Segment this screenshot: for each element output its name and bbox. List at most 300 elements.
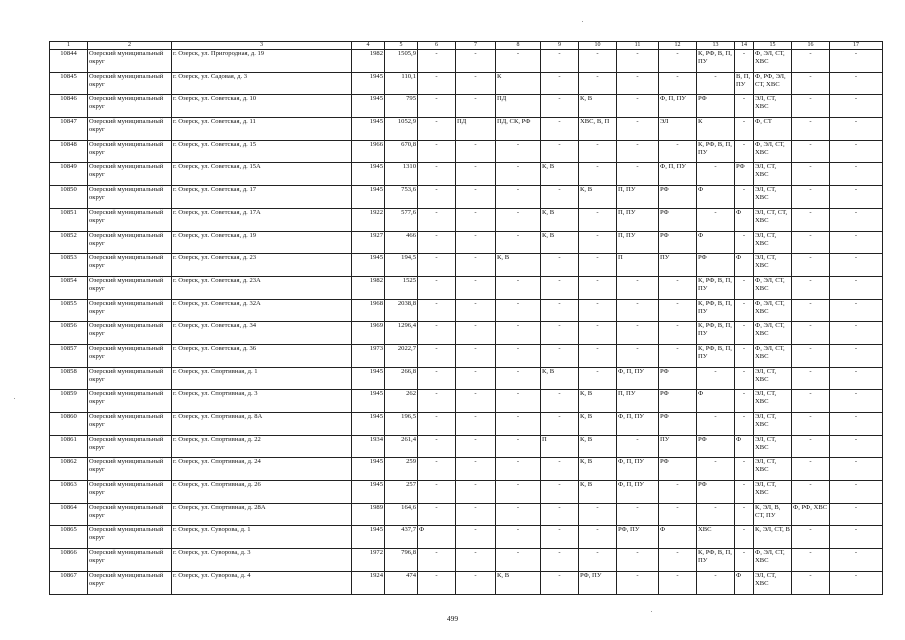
cell-col-1: 10845	[50, 72, 88, 95]
cell-col-8: К, В	[496, 571, 541, 594]
cell-col-16: -	[792, 95, 830, 118]
cell-col-7: -	[456, 549, 496, 572]
table-row	[50, 231, 883, 254]
cell-col-12: -	[659, 481, 697, 504]
column-header-16: 16	[792, 42, 830, 50]
cell-col-16: -	[792, 344, 830, 367]
cell-col-8: -	[496, 163, 541, 186]
cell-col-12: РФ	[659, 390, 697, 413]
cell-col-15: ЭЛ, СТ, ХВС	[754, 435, 792, 458]
cell-col-16: -	[792, 276, 830, 299]
cell-col-12: РФ	[659, 208, 697, 231]
column-header-9: 9	[541, 42, 579, 50]
cell-col-15: Ф, ЭЛ, СТ, ХВС	[754, 344, 792, 367]
cell-col-1: 10864	[50, 503, 88, 526]
column-number-header	[50, 42, 883, 50]
page-number: 499	[446, 614, 459, 623]
table-row	[50, 549, 883, 572]
cell-col-1: 10856	[50, 322, 88, 345]
cell-col-1: 10854	[50, 276, 88, 299]
cell-col-1: 10852	[50, 231, 88, 254]
cell-col-15: ЭЛ, СТ, ХВС	[754, 254, 792, 277]
cell-col-9: -	[541, 344, 579, 367]
cell-col-11: -	[617, 344, 659, 367]
cell-col-8: ПД, СК, РФ	[496, 118, 541, 141]
cell-col-1: 10859	[50, 390, 88, 413]
cell-col-13: К, РФ, В, П, ПУ	[697, 140, 735, 163]
cell-col-5: 795	[385, 95, 418, 118]
cell-col-4: 1922	[352, 208, 385, 231]
cell-col-15: ЭЛ, СТ, ХВС	[754, 95, 792, 118]
cell-col-4: 1945	[352, 367, 385, 390]
cell-col-1: 10848	[50, 140, 88, 163]
cell-col-10: К, В	[579, 390, 617, 413]
cell-col-10: -	[579, 367, 617, 390]
cell-col-1: 10860	[50, 413, 88, 436]
cell-col-14: Ф	[735, 254, 754, 277]
cell-col-4: 1924	[352, 571, 385, 594]
table-row	[50, 322, 883, 345]
cell-col-12: ЭЛ	[659, 118, 697, 141]
cell-col-14: -	[735, 322, 754, 345]
cell-col-15: ЭЛ, СТ, ХВС	[754, 571, 792, 594]
cell-col-9: -	[541, 254, 579, 277]
cell-col-17: -	[830, 481, 883, 504]
cell-col-16: -	[792, 481, 830, 504]
cell-col-5: 1310	[385, 163, 418, 186]
cell-col-3: г. Озерск, ул. Суворова, д. 4	[172, 571, 352, 594]
cell-col-11: -	[617, 549, 659, 572]
cell-col-7: -	[456, 344, 496, 367]
cell-col-4: 1945	[352, 526, 385, 549]
cell-col-14: Ф	[735, 208, 754, 231]
cell-col-7: -	[456, 367, 496, 390]
table-row	[50, 458, 883, 481]
cell-col-1: 10867	[50, 571, 88, 594]
cell-col-2: Озерский муниципальный округ	[88, 344, 172, 367]
cell-col-17: -	[830, 413, 883, 436]
cell-col-14: -	[735, 186, 754, 209]
cell-col-6: -	[418, 458, 456, 481]
cell-col-6: -	[418, 208, 456, 231]
cell-col-17: -	[830, 571, 883, 594]
cell-col-15: ЭЛ, СТ, ХВС	[754, 458, 792, 481]
cell-col-13: РФ	[697, 254, 735, 277]
cell-col-17: -	[830, 231, 883, 254]
cell-col-2: Озерский муниципальный округ	[88, 481, 172, 504]
table-row	[50, 367, 883, 390]
cell-col-9: -	[541, 390, 579, 413]
cell-col-11: П, ПУ	[617, 231, 659, 254]
scan-speck	[651, 611, 652, 612]
cell-col-9: -	[541, 299, 579, 322]
cell-col-16: -	[792, 208, 830, 231]
cell-col-7: -	[456, 413, 496, 436]
cell-col-12: -	[659, 571, 697, 594]
cell-col-4: 1969	[352, 322, 385, 345]
cell-col-10: -	[579, 72, 617, 95]
cell-col-2: Озерский муниципальный округ	[88, 458, 172, 481]
cell-col-17: -	[830, 50, 883, 73]
cell-col-9: -	[541, 458, 579, 481]
column-header-2: 2	[88, 42, 172, 50]
cell-col-12: Ф, П, ПУ	[659, 163, 697, 186]
cell-col-3: г. Озерск, ул. Советская, д. 34	[172, 322, 352, 345]
cell-col-17: -	[830, 95, 883, 118]
cell-col-3: г. Озерск, ул. Пригородная, д. 19	[172, 50, 352, 73]
cell-col-1: 10861	[50, 435, 88, 458]
cell-col-3: г. Озерск, ул. Советская, д. 15	[172, 140, 352, 163]
cell-col-10: РФ, ПУ	[579, 571, 617, 594]
cell-col-9: -	[541, 322, 579, 345]
column-header-13: 13	[697, 42, 735, 50]
cell-col-15: Ф, ЭЛ, СТ, ХВС	[754, 140, 792, 163]
cell-col-6: -	[418, 231, 456, 254]
cell-col-7: -	[456, 140, 496, 163]
cell-col-10: К, В	[579, 186, 617, 209]
cell-col-2: Озерский муниципальный округ	[88, 163, 172, 186]
cell-col-6: -	[418, 140, 456, 163]
cell-col-11: -	[617, 50, 659, 73]
cell-col-4: 1945	[352, 118, 385, 141]
cell-col-5: 1296,4	[385, 322, 418, 345]
cell-col-6: -	[418, 118, 456, 141]
cell-col-10: -	[579, 549, 617, 572]
cell-col-8: К, В	[496, 254, 541, 277]
cell-col-8: -	[496, 140, 541, 163]
cell-col-4: 1945	[352, 72, 385, 95]
cell-col-13: К, РФ, В, П, ПУ	[697, 322, 735, 345]
cell-col-6: -	[418, 72, 456, 95]
cell-col-17: -	[830, 503, 883, 526]
cell-col-15: Ф, ЭЛ, СТ, ХВС	[754, 322, 792, 345]
cell-col-6: -	[418, 163, 456, 186]
cell-col-10: К, В	[579, 435, 617, 458]
cell-col-12: -	[659, 322, 697, 345]
cell-col-4: 1927	[352, 231, 385, 254]
cell-col-13: РФ	[697, 95, 735, 118]
cell-col-14: -	[735, 481, 754, 504]
cell-col-7: -	[456, 435, 496, 458]
cell-col-15: К, ЭЛ, СТ, В	[754, 526, 792, 549]
cell-col-1: 10863	[50, 481, 88, 504]
cell-col-8: -	[496, 299, 541, 322]
cell-col-5: 196,5	[385, 413, 418, 436]
cell-col-2: Озерский муниципальный округ	[88, 276, 172, 299]
cell-col-7: -	[456, 276, 496, 299]
cell-col-11: -	[617, 322, 659, 345]
cell-col-15: Ф, ЭЛ, СТ, ХВС	[754, 50, 792, 73]
cell-col-10: -	[579, 208, 617, 231]
cell-col-5: 474	[385, 571, 418, 594]
column-header-4: 4	[352, 42, 385, 50]
cell-col-3: г. Озерск, ул. Суворова, д. 3	[172, 549, 352, 572]
cell-col-4: 1945	[352, 413, 385, 436]
cell-col-16: -	[792, 367, 830, 390]
cell-col-8: К	[496, 72, 541, 95]
cell-col-14: Ф	[735, 435, 754, 458]
cell-col-9: -	[541, 549, 579, 572]
cell-col-16: -	[792, 118, 830, 141]
table-row	[50, 344, 883, 367]
cell-col-15: Ф, СТ	[754, 118, 792, 141]
cell-col-15: Ф, ЭЛ, СТ, ХВС	[754, 276, 792, 299]
cell-col-4: 1945	[352, 163, 385, 186]
cell-col-14: -	[735, 526, 754, 549]
cell-col-8: -	[496, 458, 541, 481]
cell-col-8: -	[496, 549, 541, 572]
cell-col-7: -	[456, 481, 496, 504]
cell-col-7: -	[456, 458, 496, 481]
cell-col-3: г. Озерск, ул. Советская, д. 32А	[172, 299, 352, 322]
cell-col-4: 1989	[352, 503, 385, 526]
cell-col-11: -	[617, 118, 659, 141]
cell-col-16: -	[792, 526, 830, 549]
cell-col-6: -	[418, 435, 456, 458]
cell-col-3: г. Озерск, ул. Спортивная, д. 3	[172, 390, 352, 413]
cell-col-14: -	[735, 231, 754, 254]
cell-col-10: -	[579, 254, 617, 277]
cell-col-8: -	[496, 367, 541, 390]
cell-col-2: Озерский муниципальный округ	[88, 208, 172, 231]
cell-col-7: -	[456, 254, 496, 277]
cell-col-7: -	[456, 231, 496, 254]
cell-col-13: К, РФ, В, П, ПУ	[697, 299, 735, 322]
cell-col-14: -	[735, 95, 754, 118]
cell-col-1: 10858	[50, 367, 88, 390]
cell-col-8: -	[496, 526, 541, 549]
cell-col-15: ЭЛ, СТ, ХВС	[754, 367, 792, 390]
cell-col-3: г. Озерск, ул. Советская, д. 17	[172, 186, 352, 209]
cell-col-10: К, В	[579, 95, 617, 118]
cell-col-4: 1973	[352, 344, 385, 367]
cell-col-4: 1982	[352, 50, 385, 73]
cell-col-16: -	[792, 390, 830, 413]
cell-col-5: 259	[385, 458, 418, 481]
scan-speck	[14, 398, 15, 399]
cell-col-6: -	[418, 344, 456, 367]
cell-col-17: -	[830, 254, 883, 277]
cell-col-3: г. Озерск, ул. Спортивная, д. 1	[172, 367, 352, 390]
table-row	[50, 390, 883, 413]
cell-col-10: -	[579, 50, 617, 73]
cell-col-9: -	[541, 481, 579, 504]
cell-col-2: Озерский муниципальный округ	[88, 367, 172, 390]
cell-col-4: 1982	[352, 276, 385, 299]
cell-col-7: -	[456, 299, 496, 322]
cell-col-5: 1052,9	[385, 118, 418, 141]
cell-col-10: -	[579, 344, 617, 367]
column-header-12: 12	[659, 42, 697, 50]
cell-col-3: г. Озерск, ул. Спортивная, д. 28А	[172, 503, 352, 526]
cell-col-9: -	[541, 50, 579, 73]
cell-col-17: -	[830, 118, 883, 141]
cell-col-13: К, РФ, В, П, ПУ	[697, 276, 735, 299]
cell-col-2: Озерский муниципальный округ	[88, 299, 172, 322]
column-header-7: 7	[456, 42, 496, 50]
cell-col-2: Озерский муниципальный округ	[88, 503, 172, 526]
cell-col-3: г. Озерск, ул. Советская, д. 11	[172, 118, 352, 141]
cell-col-9: К, В	[541, 367, 579, 390]
cell-col-13: -	[697, 163, 735, 186]
cell-col-13: РФ	[697, 481, 735, 504]
cell-col-3: г. Озерск, ул. Советская, д. 36	[172, 344, 352, 367]
cell-col-8: -	[496, 344, 541, 367]
cell-col-11: П, ПУ	[617, 390, 659, 413]
cell-col-17: -	[830, 322, 883, 345]
cell-col-15: ЭЛ, СТ, ХВС	[754, 186, 792, 209]
column-header-6: 6	[418, 42, 456, 50]
cell-col-9: -	[541, 413, 579, 436]
cell-col-1: 10846	[50, 95, 88, 118]
cell-col-3: г. Озерск, ул. Советская, д. 19	[172, 231, 352, 254]
table-row	[50, 140, 883, 163]
cell-col-14: -	[735, 503, 754, 526]
cell-col-11: -	[617, 140, 659, 163]
cell-col-7: -	[456, 526, 496, 549]
cell-col-9: -	[541, 140, 579, 163]
cell-col-13: -	[697, 571, 735, 594]
cell-col-13: К, РФ, В, П, ПУ	[697, 549, 735, 572]
cell-col-13: ХВС	[697, 526, 735, 549]
cell-col-3: г. Озерск, ул. Советская, д. 17А	[172, 208, 352, 231]
cell-col-10: К, В	[579, 481, 617, 504]
cell-col-17: -	[830, 458, 883, 481]
cell-col-8: -	[496, 435, 541, 458]
cell-col-13: -	[697, 208, 735, 231]
cell-col-3: г. Озерск, ул. Советская, д. 15А	[172, 163, 352, 186]
cell-col-1: 10857	[50, 344, 88, 367]
column-header-10: 10	[579, 42, 617, 50]
column-header-1: 1	[50, 42, 88, 50]
cell-col-11: -	[617, 571, 659, 594]
cell-col-11: -	[617, 95, 659, 118]
cell-col-15: Ф, ЭЛ, СТ, ХВС	[754, 299, 792, 322]
cell-col-9: -	[541, 95, 579, 118]
cell-col-12: Ф	[659, 526, 697, 549]
table-row	[50, 526, 883, 549]
cell-col-11: Ф, П, ПУ	[617, 458, 659, 481]
cell-col-16: -	[792, 458, 830, 481]
cell-col-15: ЭЛ, СТ, ХВС	[754, 231, 792, 254]
cell-col-13: К, РФ, В, П, ПУ	[697, 50, 735, 73]
cell-col-10: -	[579, 503, 617, 526]
cell-col-6: -	[418, 390, 456, 413]
cell-col-6: -	[418, 186, 456, 209]
cell-col-8: -	[496, 413, 541, 436]
cell-col-2: Озерский муниципальный округ	[88, 322, 172, 345]
cell-col-9: -	[541, 526, 579, 549]
cell-col-1: 10847	[50, 118, 88, 141]
cell-col-6: -	[418, 322, 456, 345]
cell-col-15: ЭЛ, СТ, ХВС	[754, 413, 792, 436]
cell-col-1: 10862	[50, 458, 88, 481]
cell-col-2: Озерский муниципальный округ	[88, 571, 172, 594]
cell-col-16: -	[792, 186, 830, 209]
cell-col-15: ЭЛ, СТ, СТ, ХВС	[754, 208, 792, 231]
cell-col-12: -	[659, 299, 697, 322]
cell-col-2: Озерский муниципальный округ	[88, 413, 172, 436]
cell-col-13: Ф	[697, 231, 735, 254]
cell-col-9: -	[541, 72, 579, 95]
cell-col-17: -	[830, 435, 883, 458]
scan-speck	[582, 21, 583, 22]
cell-col-13: К	[697, 118, 735, 141]
cell-col-17: -	[830, 344, 883, 367]
column-header-15: 15	[754, 42, 792, 50]
column-header-8: 8	[496, 42, 541, 50]
cell-col-3: г. Озерск, ул. Советская, д. 10	[172, 95, 352, 118]
cell-col-2: Озерский муниципальный округ	[88, 526, 172, 549]
cell-col-6: -	[418, 50, 456, 73]
cell-col-6: -	[418, 549, 456, 572]
cell-col-9: -	[541, 571, 579, 594]
cell-col-6: -	[418, 254, 456, 277]
cell-col-10: К, В	[579, 413, 617, 436]
cell-col-6: -	[418, 367, 456, 390]
cell-col-10: -	[579, 231, 617, 254]
cell-col-3: г. Озерск, ул. Советская, д. 23	[172, 254, 352, 277]
cell-col-15: ЭЛ, СТ, ХВС	[754, 390, 792, 413]
cell-col-16: -	[792, 231, 830, 254]
cell-col-1: 10853	[50, 254, 88, 277]
cell-col-10: -	[579, 140, 617, 163]
cell-col-15: Ф, ЭЛ, СТ, ХВС	[754, 549, 792, 572]
cell-col-17: -	[830, 276, 883, 299]
cell-col-11: Ф, П, ПУ	[617, 481, 659, 504]
cell-col-8: -	[496, 50, 541, 73]
table-row	[50, 481, 883, 504]
cell-col-9: -	[541, 276, 579, 299]
cell-col-14: -	[735, 413, 754, 436]
cell-col-11: Ф, П, ПУ	[617, 413, 659, 436]
cell-col-17: -	[830, 186, 883, 209]
cell-col-14: -	[735, 549, 754, 572]
column-header-5: 5	[385, 42, 418, 50]
cell-col-17: -	[830, 390, 883, 413]
cell-col-12: РФ	[659, 413, 697, 436]
cell-col-4: 1945	[352, 458, 385, 481]
cell-col-10: -	[579, 299, 617, 322]
cell-col-7: -	[456, 322, 496, 345]
cell-col-12: РФ	[659, 367, 697, 390]
table-row	[50, 208, 883, 231]
cell-col-5: 466	[385, 231, 418, 254]
table-row	[50, 163, 883, 186]
cell-col-12: -	[659, 50, 697, 73]
cell-col-15: ЭЛ, СТ, ХВС	[754, 163, 792, 186]
cell-col-15: ЭЛ, СТ, ХВС	[754, 481, 792, 504]
cell-col-15: Ф, РФ, ЭЛ, СТ, ХВС	[754, 72, 792, 95]
cell-col-11: -	[617, 503, 659, 526]
cell-col-3: г. Озерск, ул. Спортивная, д. 8А	[172, 413, 352, 436]
cell-col-3: г. Озерск, ул. Спортивная, д. 24	[172, 458, 352, 481]
cell-col-7: -	[456, 163, 496, 186]
cell-col-14: -	[735, 344, 754, 367]
cell-col-17: -	[830, 549, 883, 572]
cell-col-11: П, ПУ	[617, 186, 659, 209]
table-row	[50, 435, 883, 458]
cell-col-9: К, В	[541, 163, 579, 186]
cell-col-11: -	[617, 72, 659, 95]
cell-col-17: -	[830, 208, 883, 231]
cell-col-2: Озерский муниципальный округ	[88, 254, 172, 277]
cell-col-4: 1966	[352, 140, 385, 163]
cell-col-7: ПД	[456, 118, 496, 141]
cell-col-12: Ф, П, ПУ	[659, 95, 697, 118]
cell-col-16: -	[792, 50, 830, 73]
cell-col-4: 1945	[352, 186, 385, 209]
